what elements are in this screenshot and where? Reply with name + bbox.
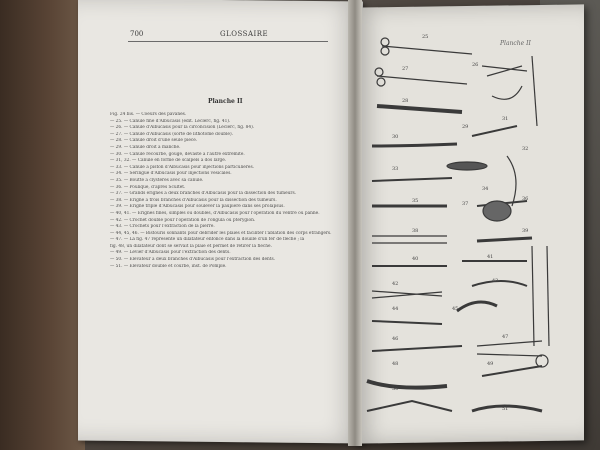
caption-line: — 34. — Seringue d'Albucasis pour injections vésicales. [110,171,232,177]
caption-line: — 27. — Canule d'Albucasis (sorte de lithotome double). [110,131,233,137]
header-rule [128,41,328,42]
figure-number-label: 46 [392,336,399,342]
rod-illustration [377,106,462,112]
figure-number-label: 25 [422,34,429,40]
figure-number-label: 48 [392,361,399,367]
figure-number-label: 31 [502,116,509,122]
figure-number-label: 30 [392,134,399,140]
caption-line: — 38. — Érigne à trois branches d'Albucasis pour la dissection des tumeurs. [110,197,277,203]
caption-line: — 39. — Érigne triple d'Albucasis pour soulever la paupière dans ses prolapsus. [110,204,285,210]
caption-line: — 47. — La fig. 47 représente un dilatateur enfoncé dans la douille d'un fer de flèche ; la [110,237,305,243]
figure-number-label: 36 [522,196,529,202]
caption-list [110,112,340,270]
figure-number-label: 47 [502,334,509,340]
figure-number-label: 32 [522,146,529,152]
curved-hook-illustration [507,156,516,206]
hook-illustration [492,86,522,99]
elevator-illustration [477,341,542,356]
caption-line: — 49. — Levier d'Albucasis pour l'extraction des dents. [110,250,231,256]
figure-number-label: 34 [482,186,489,192]
figure-number-label: 27 [402,66,409,72]
retractor-illustration [372,291,442,298]
figure-number-label: 43 [492,278,499,284]
figure-number-label: 26 [472,62,479,68]
caption-line: — 25. — Canule fine d'Albucasis (édit. Leclerc, fig. 41). [110,118,231,124]
caption-line: — 50. — Élévateur à deux branches d'Albucasis pour l'extraction des dents. [110,257,276,263]
running-title: GLOSSAIRE [220,30,269,38]
caption-line: fig. 48, un dilatateur dont se servait la plaie et permet de retirer la flèche. [110,243,272,249]
caption-line: — 44, 45, 46. — Bistouris sonnants pour débrider les plaies et faciliter l'ablation des corps étrangers. [110,230,332,236]
wooden-table-edge [0,0,85,450]
figure-number-label: 37 [462,201,469,207]
scissors-illustration [382,46,472,54]
figure-number-label: 44 [392,306,399,312]
lever-illustration [457,302,497,311]
caption-line: — 42. — Crochet double pour l'opération de l'ongula ou ptérygion. [110,217,256,223]
plate-header: Planche II [500,40,531,47]
bulb-syringe-illustration [483,201,511,221]
figure-number-label: 49 [487,361,494,367]
forceps-illustration [482,66,527,76]
figure-number-label: 39 [522,228,529,234]
figure-number-label: 51 [502,406,509,412]
caption-line: — 26. — Canule d'Albucasis pour la circoncision (Leclerc, fig. 84). [110,125,255,131]
caption-line: — 30. — Canule recourbé, gougé, dévasté à l'autre extrémité. [110,151,245,157]
tongs-illustration [377,76,467,84]
caption-line: — 51. — Élévateur double et courbe, inst. de Pomplé. [110,263,227,269]
figure-number-label: 28 [402,98,409,104]
figure-number-label: 45 [452,306,459,312]
caption-line: — 29. — Canule droit à manche. [110,144,181,150]
plate-title: Planche II [208,98,243,105]
caption-line: — 40, 41. — Érignes fines, simples ou doubles, d'Albucasis pour l'opération du ventre ou panne. [110,210,320,216]
double-hook-illustration [372,236,447,243]
caption-line: — 37. — Grands érignes à deux branches d'Albucasis pour la dissection des tumeurs. [110,191,297,197]
caption-line: — 28. — Canule droit d'une seule pièce. [110,138,198,144]
caption-line: — 31, 32. — Canule en forme de scalpels à dos large. [110,158,227,164]
caption-line: — 35. — Boutte à clystères avec sa canule. [110,177,204,183]
figure-number-label: 40 [412,256,419,262]
caption-line: — 43. — Crochets pour l'extraction de la pierre. [110,224,215,230]
caption-line: — 33. — Canule à piston d'Albucasis pour injections particulières. [110,164,255,170]
caption-line: — 36. — Poulique, d'après Scultet. [110,184,186,190]
figure-number-label: 50 [392,386,399,392]
page-number: 700 [130,30,144,38]
figure-number-label: 33 [392,166,399,172]
figure-number-label: 29 [462,124,469,130]
figure-number-label: 41 [487,254,494,260]
figure-number-label: 38 [412,228,419,234]
figure-number-label: 35 [412,198,419,204]
scalpel-illustration [372,144,457,146]
instrument-illustrations [352,6,584,442]
caption-line: Fig. 24 bis. — Coeurs des pavanes. [110,112,187,117]
figure-number-label: 42 [392,281,399,287]
